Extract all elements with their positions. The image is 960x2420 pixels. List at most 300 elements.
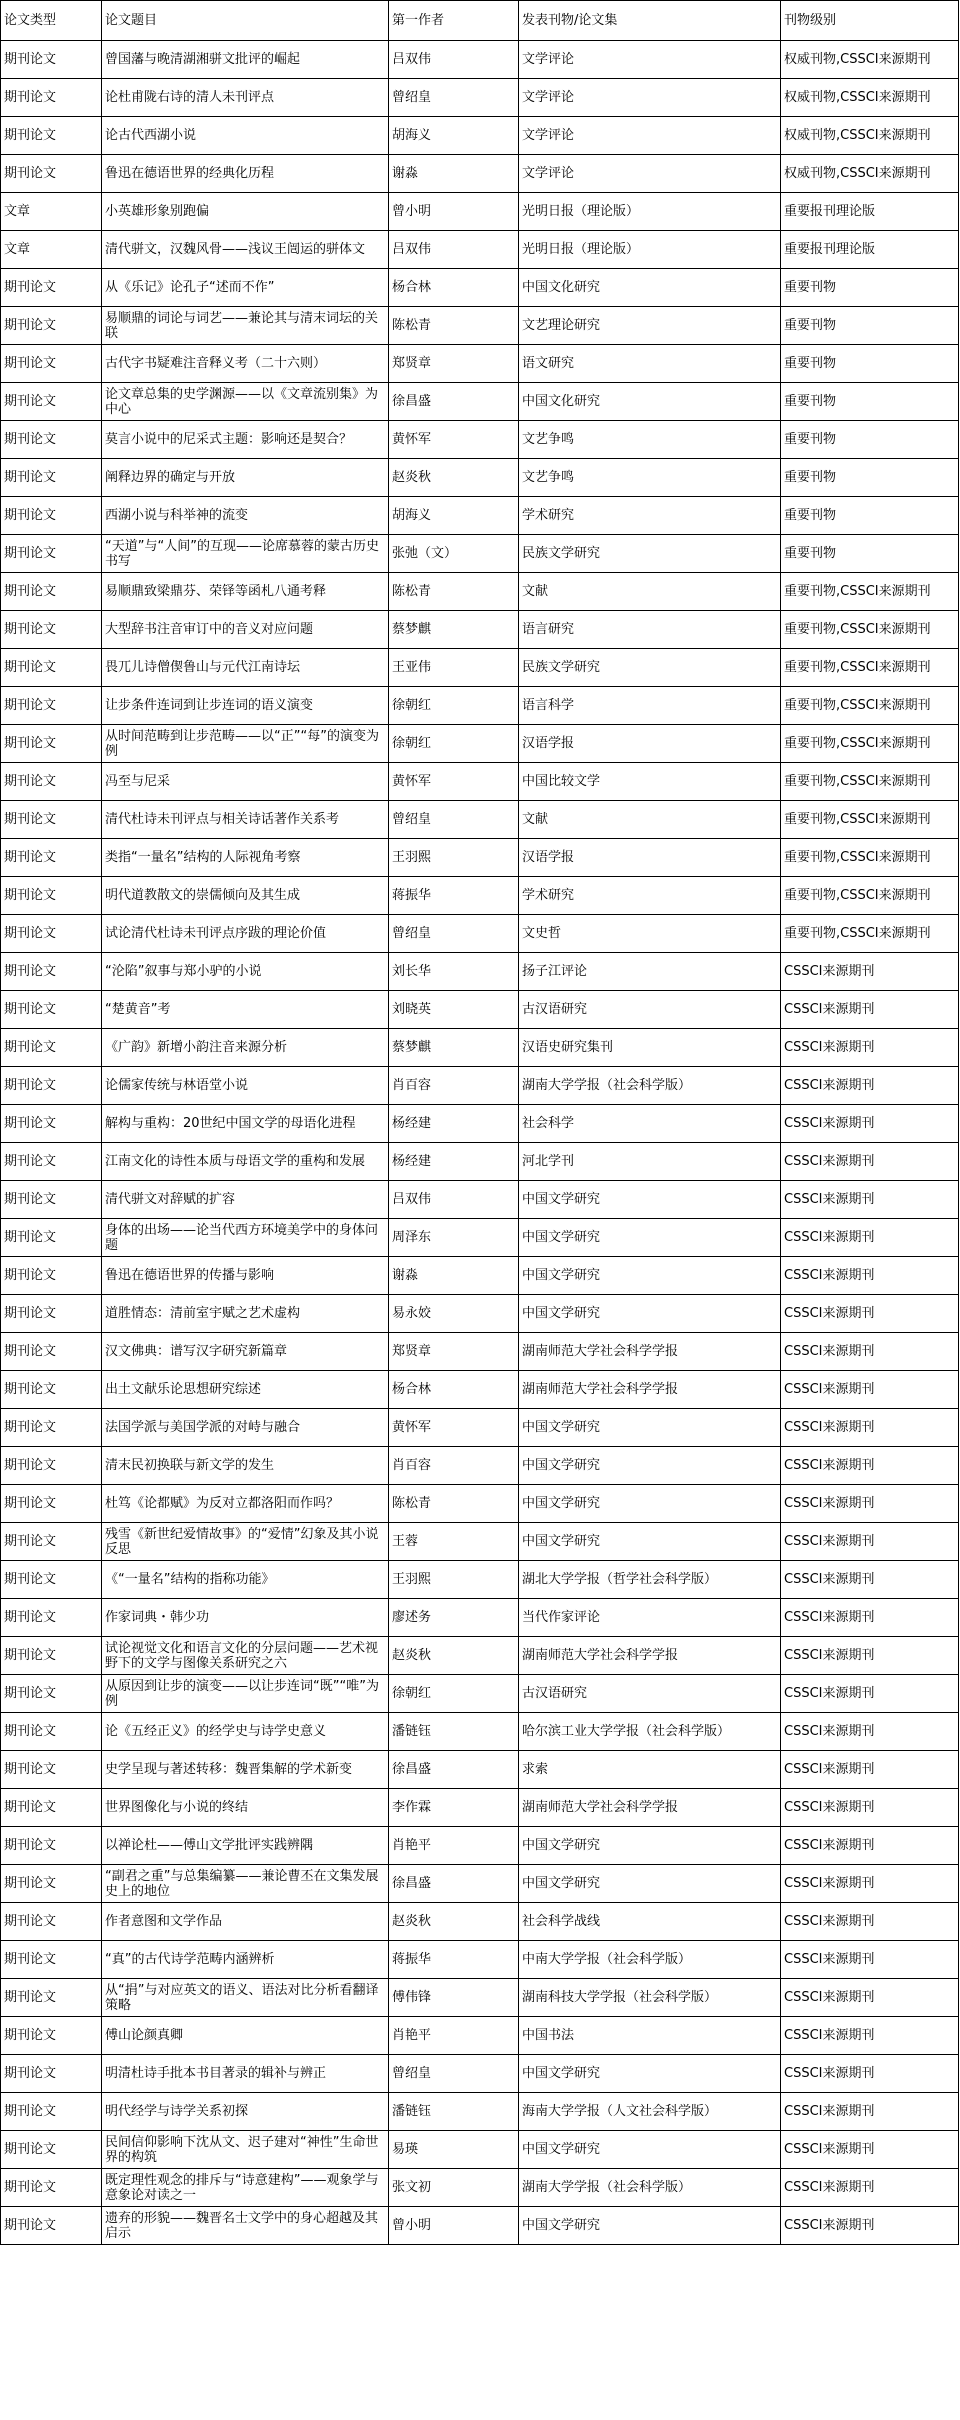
- table-row: [1, 1485, 959, 1523]
- paper-title-cell: 清代骈文，汉魏风骨——浅议王闿运的骈体文: [102, 231, 389, 269]
- first-author-cell: 王羽熙: [389, 839, 519, 877]
- journal-cell: 语言科学: [519, 687, 781, 725]
- journal-cell: 学术研究: [519, 877, 781, 915]
- table-row: [1, 421, 959, 459]
- paper-type-cell: 期刊论文: [1, 1523, 102, 1561]
- journal-cell: 中国文学研究: [519, 1409, 781, 1447]
- paper-title-cell: 道胜情态：清前室宇赋之艺术虚构: [102, 1295, 389, 1333]
- paper-type-cell: 期刊论文: [1, 1371, 102, 1409]
- first-author-cell: 赵炎秋: [389, 1637, 519, 1675]
- first-author-cell: 张文初: [389, 2169, 519, 2207]
- table-row: [1, 1599, 959, 1637]
- first-author-cell: 徐昌盛: [389, 1751, 519, 1789]
- paper-type-cell: 期刊论文: [1, 2017, 102, 2055]
- paper-type-cell: 期刊论文: [1, 1257, 102, 1295]
- first-author-cell: 肖百容: [389, 1067, 519, 1105]
- journal-cell: 中国文学研究: [519, 1827, 781, 1865]
- table-row: [1, 725, 959, 763]
- paper-title-cell: 清末民初换联与新文学的发生: [102, 1447, 389, 1485]
- journal-cell: 扬子江评论: [519, 953, 781, 991]
- paper-type-cell: 期刊论文: [1, 1789, 102, 1827]
- journal-level-cell: CSSCI来源期刊: [781, 1751, 959, 1789]
- first-author-cell: 蔡梦麒: [389, 611, 519, 649]
- table-row: [1, 307, 959, 345]
- journal-cell: 中国书法: [519, 2017, 781, 2055]
- paper-title-cell: 论杜甫陇右诗的清人未刊评点: [102, 79, 389, 117]
- paper-title-cell: 作者意图和文学作品: [102, 1903, 389, 1941]
- first-author-cell: 王羽熙: [389, 1561, 519, 1599]
- first-author-cell: 刘晓英: [389, 991, 519, 1029]
- table-row: [1, 383, 959, 421]
- journal-cell: 中国文学研究: [519, 1295, 781, 1333]
- journal-cell: 学术研究: [519, 497, 781, 535]
- paper-type-cell: 期刊论文: [1, 1219, 102, 1257]
- table-row: [1, 2017, 959, 2055]
- paper-title-cell: 从原因到让步的演变——以让步连词“既”“唯”为例: [102, 1675, 389, 1713]
- journal-level-cell: 重要刊物: [781, 421, 959, 459]
- journal-cell: 文学评论: [519, 41, 781, 79]
- journal-level-cell: 重要刊物: [781, 383, 959, 421]
- first-author-cell: 徐朝红: [389, 725, 519, 763]
- first-author-cell: 黄怀军: [389, 421, 519, 459]
- paper-title-cell: 清代杜诗未刊评点与相关诗话著作关系考: [102, 801, 389, 839]
- table-row: [1, 117, 959, 155]
- paper-type-cell: 期刊论文: [1, 535, 102, 573]
- header-row: [1, 1, 959, 41]
- journal-level-cell: 重要刊物,CSSCI来源期刊: [781, 725, 959, 763]
- table-row: [1, 1789, 959, 1827]
- paper-title-cell: 大型辞书注音审订中的音义对应问题: [102, 611, 389, 649]
- table-row: [1, 79, 959, 117]
- paper-title-cell: 畏兀儿诗僧偰鲁山与元代江南诗坛: [102, 649, 389, 687]
- paper-title-cell: 以禅论杜——傅山文学批评实践辨隅: [102, 1827, 389, 1865]
- table-row: [1, 1713, 959, 1751]
- paper-type-cell: 期刊论文: [1, 1903, 102, 1941]
- paper-type-cell: 期刊论文: [1, 269, 102, 307]
- table-row: [1, 1865, 959, 1903]
- paper-type-cell: 期刊论文: [1, 763, 102, 801]
- table-row: [1, 1751, 959, 1789]
- table-body: [1, 41, 959, 2245]
- paper-title-cell: 《“一量名”结构的指称功能》: [102, 1561, 389, 1599]
- table-row: [1, 1219, 959, 1257]
- journal-cell: 民族文学研究: [519, 649, 781, 687]
- journal-cell: 湖南师范大学社会科学学报: [519, 1637, 781, 1675]
- journal-level-cell: 重要刊物: [781, 459, 959, 497]
- journal-cell: 文艺争鸣: [519, 421, 781, 459]
- journal-cell: 湖南大学学报（社会科学版）: [519, 2169, 781, 2207]
- paper-type-cell: 期刊论文: [1, 1979, 102, 2017]
- first-author-cell: 易永姣: [389, 1295, 519, 1333]
- journal-level-cell: CSSCI来源期刊: [781, 1143, 959, 1181]
- first-author-cell: 吕双伟: [389, 41, 519, 79]
- paper-type-cell: 期刊论文: [1, 383, 102, 421]
- paper-title-cell: 《广韵》新增小韵注音来源分析: [102, 1029, 389, 1067]
- journal-level-cell: CSSCI来源期刊: [781, 2017, 959, 2055]
- table-row: [1, 611, 959, 649]
- journal-level-cell: 重要刊物,CSSCI来源期刊: [781, 611, 959, 649]
- paper-title-cell: 傅山论颜真卿: [102, 2017, 389, 2055]
- journal-level-cell: CSSCI来源期刊: [781, 1599, 959, 1637]
- journal-cell: 社会科学战线: [519, 1903, 781, 1941]
- journal-cell: 中国文学研究: [519, 1523, 781, 1561]
- first-author-cell: 胡海义: [389, 117, 519, 155]
- paper-title-cell: 明代经学与诗学关系初探: [102, 2093, 389, 2131]
- journal-cell: 中国文学研究: [519, 1447, 781, 1485]
- table-row: [1, 345, 959, 383]
- journal-level-cell: CSSCI来源期刊: [781, 1637, 959, 1675]
- journal-level-cell: 重要刊物: [781, 497, 959, 535]
- paper-type-cell: 期刊论文: [1, 2131, 102, 2169]
- paper-type-cell: 期刊论文: [1, 1447, 102, 1485]
- journal-cell: 民族文学研究: [519, 535, 781, 573]
- table-row: [1, 1257, 959, 1295]
- paper-type-cell: 期刊论文: [1, 1675, 102, 1713]
- first-author-cell: 廖述务: [389, 1599, 519, 1637]
- first-author-cell: 潘链钰: [389, 2093, 519, 2131]
- journal-level-cell: 权威刊物,CSSCI来源期刊: [781, 117, 959, 155]
- journal-cell: 文艺理论研究: [519, 307, 781, 345]
- journal-level-cell: CSSCI来源期刊: [781, 1447, 959, 1485]
- paper-title-cell: 从“捐”与对应英文的语义、语法对比分析看翻译策略: [102, 1979, 389, 2017]
- table-row: [1, 535, 959, 573]
- first-author-cell: 徐昌盛: [389, 383, 519, 421]
- journal-cell: 光明日报（理论版）: [519, 193, 781, 231]
- table-row: [1, 991, 959, 1029]
- table-row: [1, 573, 959, 611]
- paper-title-cell: “沦陷”叙事与郑小驴的小说: [102, 953, 389, 991]
- table-row: [1, 2207, 959, 2245]
- journal-cell: 文献: [519, 573, 781, 611]
- journal-cell: 语文研究: [519, 345, 781, 383]
- paper-type-cell: 期刊论文: [1, 2055, 102, 2093]
- paper-type-cell: 期刊论文: [1, 1599, 102, 1637]
- journal-level-cell: CSSCI来源期刊: [781, 1865, 959, 1903]
- table-row: [1, 459, 959, 497]
- table-row: [1, 1333, 959, 1371]
- first-author-cell: 赵炎秋: [389, 459, 519, 497]
- first-author-cell: 肖百容: [389, 1447, 519, 1485]
- paper-type-cell: 期刊论文: [1, 915, 102, 953]
- paper-title-cell: 让步条件连词到让步连词的语义演变: [102, 687, 389, 725]
- paper-type-cell: 文章: [1, 193, 102, 231]
- journal-cell: 当代作家评论: [519, 1599, 781, 1637]
- table-row: [1, 839, 959, 877]
- first-author-cell: 傅伟锋: [389, 1979, 519, 2017]
- paper-title-cell: 论儒家传统与林语堂小说: [102, 1067, 389, 1105]
- journal-cell: 中国文化研究: [519, 269, 781, 307]
- journal-level-cell: 权威刊物,CSSCI来源期刊: [781, 41, 959, 79]
- table-row: [1, 1561, 959, 1599]
- paper-title-cell: 阐释边界的确定与开放: [102, 459, 389, 497]
- first-author-cell: 曾绍皇: [389, 801, 519, 839]
- first-author-cell: 胡海义: [389, 497, 519, 535]
- paper-title-cell: 江南文化的诗性本质与母语文学的重构和发展: [102, 1143, 389, 1181]
- journal-cell: 汉语学报: [519, 839, 781, 877]
- first-author-cell: 肖艳平: [389, 1827, 519, 1865]
- first-author-cell: 张弛（文）: [389, 535, 519, 573]
- journal-cell: 湖南大学学报（社会科学版）: [519, 1067, 781, 1105]
- paper-title-cell: 易顺鼎的词论与词艺——兼论其与清末词坛的关联: [102, 307, 389, 345]
- table-row: [1, 2055, 959, 2093]
- journal-cell: 社会科学: [519, 1105, 781, 1143]
- paper-title-cell: 古代字书疑难注音释义考（二十六则）: [102, 345, 389, 383]
- first-author-cell: 王蓉: [389, 1523, 519, 1561]
- paper-title-cell: 从时间范畴到让步范畴——以“正”“每”的演变为例: [102, 725, 389, 763]
- header-journal: 发表刊物/论文集: [519, 1, 781, 41]
- paper-type-cell: 期刊论文: [1, 79, 102, 117]
- journal-level-cell: 重要刊物: [781, 345, 959, 383]
- first-author-cell: 曾绍皇: [389, 915, 519, 953]
- journal-cell: 中国比较文学: [519, 763, 781, 801]
- journal-level-cell: CSSCI来源期刊: [781, 1789, 959, 1827]
- first-author-cell: 徐朝红: [389, 1675, 519, 1713]
- journal-level-cell: CSSCI来源期刊: [781, 1409, 959, 1447]
- paper-type-cell: 期刊论文: [1, 611, 102, 649]
- paper-title-cell: 残雪《新世纪爱情故事》的“爱情”幻象及其小说反思: [102, 1523, 389, 1561]
- paper-type-cell: 期刊论文: [1, 1827, 102, 1865]
- table-row: [1, 193, 959, 231]
- paper-title-cell: 作家词典・韩少功: [102, 1599, 389, 1637]
- journal-level-cell: CSSCI来源期刊: [781, 2055, 959, 2093]
- journal-level-cell: CSSCI来源期刊: [781, 1105, 959, 1143]
- paper-type-cell: 期刊论文: [1, 649, 102, 687]
- journal-level-cell: CSSCI来源期刊: [781, 1941, 959, 1979]
- journal-level-cell: 重要报刊理论版: [781, 231, 959, 269]
- journal-level-cell: CSSCI来源期刊: [781, 1523, 959, 1561]
- journal-cell: 海南大学学报（人文社会科学版）: [519, 2093, 781, 2131]
- journal-level-cell: CSSCI来源期刊: [781, 2169, 959, 2207]
- first-author-cell: 蒋振华: [389, 1941, 519, 1979]
- first-author-cell: 曾绍皇: [389, 79, 519, 117]
- journal-level-cell: CSSCI来源期刊: [781, 1713, 959, 1751]
- table-row: [1, 497, 959, 535]
- first-author-cell: 杨合林: [389, 269, 519, 307]
- journal-level-cell: CSSCI来源期刊: [781, 2207, 959, 2245]
- journal-cell: 汉语史研究集刊: [519, 1029, 781, 1067]
- table-row: [1, 1827, 959, 1865]
- paper-type-cell: 期刊论文: [1, 953, 102, 991]
- journal-level-cell: CSSCI来源期刊: [781, 1371, 959, 1409]
- first-author-cell: 陈松青: [389, 1485, 519, 1523]
- first-author-cell: 陈松青: [389, 573, 519, 611]
- first-author-cell: 曾小明: [389, 2207, 519, 2245]
- paper-title-cell: “天道”与“人间”的互现——论席慕蓉的蒙古历史书写: [102, 535, 389, 573]
- paper-title-cell: 莫言小说中的尼采式主题：影响还是契合？: [102, 421, 389, 459]
- paper-type-cell: 期刊论文: [1, 1865, 102, 1903]
- first-author-cell: 刘长华: [389, 953, 519, 991]
- table-row: [1, 1029, 959, 1067]
- journal-cell: 中国文学研究: [519, 2055, 781, 2093]
- journal-level-cell: 权威刊物,CSSCI来源期刊: [781, 155, 959, 193]
- journal-level-cell: CSSCI来源期刊: [781, 1067, 959, 1105]
- first-author-cell: 杨合林: [389, 1371, 519, 1409]
- first-author-cell: 徐昌盛: [389, 1865, 519, 1903]
- paper-title-cell: 冯至与尼采: [102, 763, 389, 801]
- table-row: [1, 1637, 959, 1675]
- journal-level-cell: CSSCI来源期刊: [781, 1333, 959, 1371]
- paper-title-cell: 曾国藩与晚清湖湘骈文批评的崛起: [102, 41, 389, 79]
- paper-type-cell: 期刊论文: [1, 1485, 102, 1523]
- journal-level-cell: CSSCI来源期刊: [781, 1295, 959, 1333]
- paper-title-cell: 试论视觉文化和语言文化的分层问题——艺术视野下的文学与图像关系研究之六: [102, 1637, 389, 1675]
- journal-level-cell: 权威刊物,CSSCI来源期刊: [781, 79, 959, 117]
- journal-cell: 湖北大学学报（哲学社会科学版）: [519, 1561, 781, 1599]
- table-row: [1, 1523, 959, 1561]
- journal-cell: 中国文学研究: [519, 1219, 781, 1257]
- paper-title-cell: 史学呈现与著述转移：魏晋集解的学术新变: [102, 1751, 389, 1789]
- first-author-cell: 吕双伟: [389, 231, 519, 269]
- first-author-cell: 郑贤章: [389, 1333, 519, 1371]
- table-row: [1, 1181, 959, 1219]
- paper-title-cell: 明清杜诗手批本书目著录的辑补与辨正: [102, 2055, 389, 2093]
- paper-type-cell: 期刊论文: [1, 1181, 102, 1219]
- paper-title-cell: 论《五经正义》的经学史与诗学史意义: [102, 1713, 389, 1751]
- first-author-cell: 杨经建: [389, 1105, 519, 1143]
- table-row: [1, 1371, 959, 1409]
- first-author-cell: 黄怀军: [389, 763, 519, 801]
- table-row: [1, 1409, 959, 1447]
- paper-title-cell: 法国学派与美国学派的对峙与融合: [102, 1409, 389, 1447]
- table-row: [1, 953, 959, 991]
- paper-title-cell: “副君之重”与总集编纂——兼论曹丕在文集发展史上的地位: [102, 1865, 389, 1903]
- table-row: [1, 2169, 959, 2207]
- journal-cell: 语言研究: [519, 611, 781, 649]
- paper-title-cell: 杜笃《论都赋》为反对立都洛阳而作吗？: [102, 1485, 389, 1523]
- first-author-cell: 周泽东: [389, 1219, 519, 1257]
- paper-title-cell: 遗弃的形貌——魏晋名士文学中的身心超越及其启示: [102, 2207, 389, 2245]
- first-author-cell: 谢淼: [389, 155, 519, 193]
- first-author-cell: 陈松青: [389, 307, 519, 345]
- journal-level-cell: 重要刊物,CSSCI来源期刊: [781, 687, 959, 725]
- journal-cell: 湖南师范大学社会科学学报: [519, 1789, 781, 1827]
- journal-level-cell: CSSCI来源期刊: [781, 1561, 959, 1599]
- journal-level-cell: CSSCI来源期刊: [781, 991, 959, 1029]
- journal-level-cell: CSSCI来源期刊: [781, 1181, 959, 1219]
- paper-type-cell: 期刊论文: [1, 2207, 102, 2245]
- journal-level-cell: CSSCI来源期刊: [781, 2131, 959, 2169]
- journal-level-cell: 重要刊物,CSSCI来源期刊: [781, 915, 959, 953]
- first-author-cell: 赵炎秋: [389, 1903, 519, 1941]
- journal-cell: 哈尔滨工业大学学报（社会科学版）: [519, 1713, 781, 1751]
- journal-level-cell: 重要刊物,CSSCI来源期刊: [781, 649, 959, 687]
- journal-cell: 古汉语研究: [519, 991, 781, 1029]
- table-row: [1, 231, 959, 269]
- journal-level-cell: 重要刊物,CSSCI来源期刊: [781, 801, 959, 839]
- journal-cell: 中国文学研究: [519, 1181, 781, 1219]
- paper-title-cell: “真”的古代诗学范畴内涵辨析: [102, 1941, 389, 1979]
- paper-type-cell: 期刊论文: [1, 839, 102, 877]
- journal-level-cell: 重要刊物: [781, 535, 959, 573]
- header-journal-level: 刊物级别: [781, 1, 959, 41]
- journal-cell: 中南大学学报（社会科学版）: [519, 1941, 781, 1979]
- paper-type-cell: 期刊论文: [1, 725, 102, 763]
- journal-level-cell: 重要刊物: [781, 269, 959, 307]
- paper-title-cell: 易顺鼎致梁鼎芬、荣铎等函札八通考释: [102, 573, 389, 611]
- journal-level-cell: CSSCI来源期刊: [781, 1675, 959, 1713]
- table-row: [1, 915, 959, 953]
- paper-type-cell: 文章: [1, 231, 102, 269]
- paper-type-cell: 期刊论文: [1, 1105, 102, 1143]
- paper-type-cell: 期刊论文: [1, 117, 102, 155]
- paper-type-cell: 期刊论文: [1, 1751, 102, 1789]
- journal-level-cell: CSSCI来源期刊: [781, 1029, 959, 1067]
- journal-cell: 古汉语研究: [519, 1675, 781, 1713]
- first-author-cell: 蔡梦麒: [389, 1029, 519, 1067]
- first-author-cell: 易瑛: [389, 2131, 519, 2169]
- table-row: [1, 1903, 959, 1941]
- journal-level-cell: CSSCI来源期刊: [781, 953, 959, 991]
- first-author-cell: 王亚伟: [389, 649, 519, 687]
- table-row: [1, 687, 959, 725]
- paper-title-cell: 清代骈文对辞赋的扩容: [102, 1181, 389, 1219]
- table-row: [1, 2093, 959, 2131]
- first-author-cell: 吕双伟: [389, 1181, 519, 1219]
- table-row: [1, 1675, 959, 1713]
- first-author-cell: 潘链钰: [389, 1713, 519, 1751]
- journal-cell: 求索: [519, 1751, 781, 1789]
- paper-type-cell: 期刊论文: [1, 1143, 102, 1181]
- paper-title-cell: 西湖小说与科举神的流变: [102, 497, 389, 535]
- paper-title-cell: 明代道教散文的崇儒倾向及其生成: [102, 877, 389, 915]
- journal-cell: 汉语学报: [519, 725, 781, 763]
- paper-title-cell: 出土文献乐论思想研究综述: [102, 1371, 389, 1409]
- journal-cell: 文献: [519, 801, 781, 839]
- table-row: [1, 1143, 959, 1181]
- paper-type-cell: 期刊论文: [1, 497, 102, 535]
- paper-type-cell: 期刊论文: [1, 1333, 102, 1371]
- journal-cell: 湖南师范大学社会科学学报: [519, 1371, 781, 1409]
- journal-level-cell: 重要报刊理论版: [781, 193, 959, 231]
- table-row: [1, 155, 959, 193]
- paper-type-cell: 期刊论文: [1, 1637, 102, 1675]
- paper-type-cell: 期刊论文: [1, 421, 102, 459]
- table-row: [1, 1067, 959, 1105]
- first-author-cell: 蒋振华: [389, 877, 519, 915]
- table-row: [1, 649, 959, 687]
- journal-cell: 中国文学研究: [519, 1865, 781, 1903]
- paper-title-cell: 解构与重构：20世纪中国文学的母语化进程: [102, 1105, 389, 1143]
- journal-level-cell: CSSCI来源期刊: [781, 1257, 959, 1295]
- paper-type-cell: 期刊论文: [1, 1029, 102, 1067]
- first-author-cell: 郑贤章: [389, 345, 519, 383]
- table-row: [1, 801, 959, 839]
- table-row: [1, 763, 959, 801]
- paper-title-cell: 既定理性观念的排斥与“诗意建构”——观象学与意象论对读之一: [102, 2169, 389, 2207]
- first-author-cell: 曾小明: [389, 193, 519, 231]
- journal-cell: 中国文学研究: [519, 1257, 781, 1295]
- journal-cell: 中国文学研究: [519, 1485, 781, 1523]
- paper-type-cell: 期刊论文: [1, 1713, 102, 1751]
- journal-level-cell: 重要刊物,CSSCI来源期刊: [781, 839, 959, 877]
- paper-title-cell: 鲁迅在德语世界的传播与影响: [102, 1257, 389, 1295]
- paper-type-cell: 期刊论文: [1, 1295, 102, 1333]
- paper-type-cell: 期刊论文: [1, 1561, 102, 1599]
- journal-level-cell: CSSCI来源期刊: [781, 1827, 959, 1865]
- journal-level-cell: CSSCI来源期刊: [781, 1903, 959, 1941]
- paper-type-cell: 期刊论文: [1, 801, 102, 839]
- journal-cell: 光明日报（理论版）: [519, 231, 781, 269]
- first-author-cell: 李作霖: [389, 1789, 519, 1827]
- paper-type-cell: 期刊论文: [1, 877, 102, 915]
- paper-title-cell: 小英雄形象别跑偏: [102, 193, 389, 231]
- header-paper-type: 论文类型: [1, 1, 102, 41]
- paper-type-cell: 期刊论文: [1, 155, 102, 193]
- table-row: [1, 2131, 959, 2169]
- paper-title-cell: 论古代西湖小说: [102, 117, 389, 155]
- table-row: [1, 269, 959, 307]
- journal-level-cell: CSSCI来源期刊: [781, 1219, 959, 1257]
